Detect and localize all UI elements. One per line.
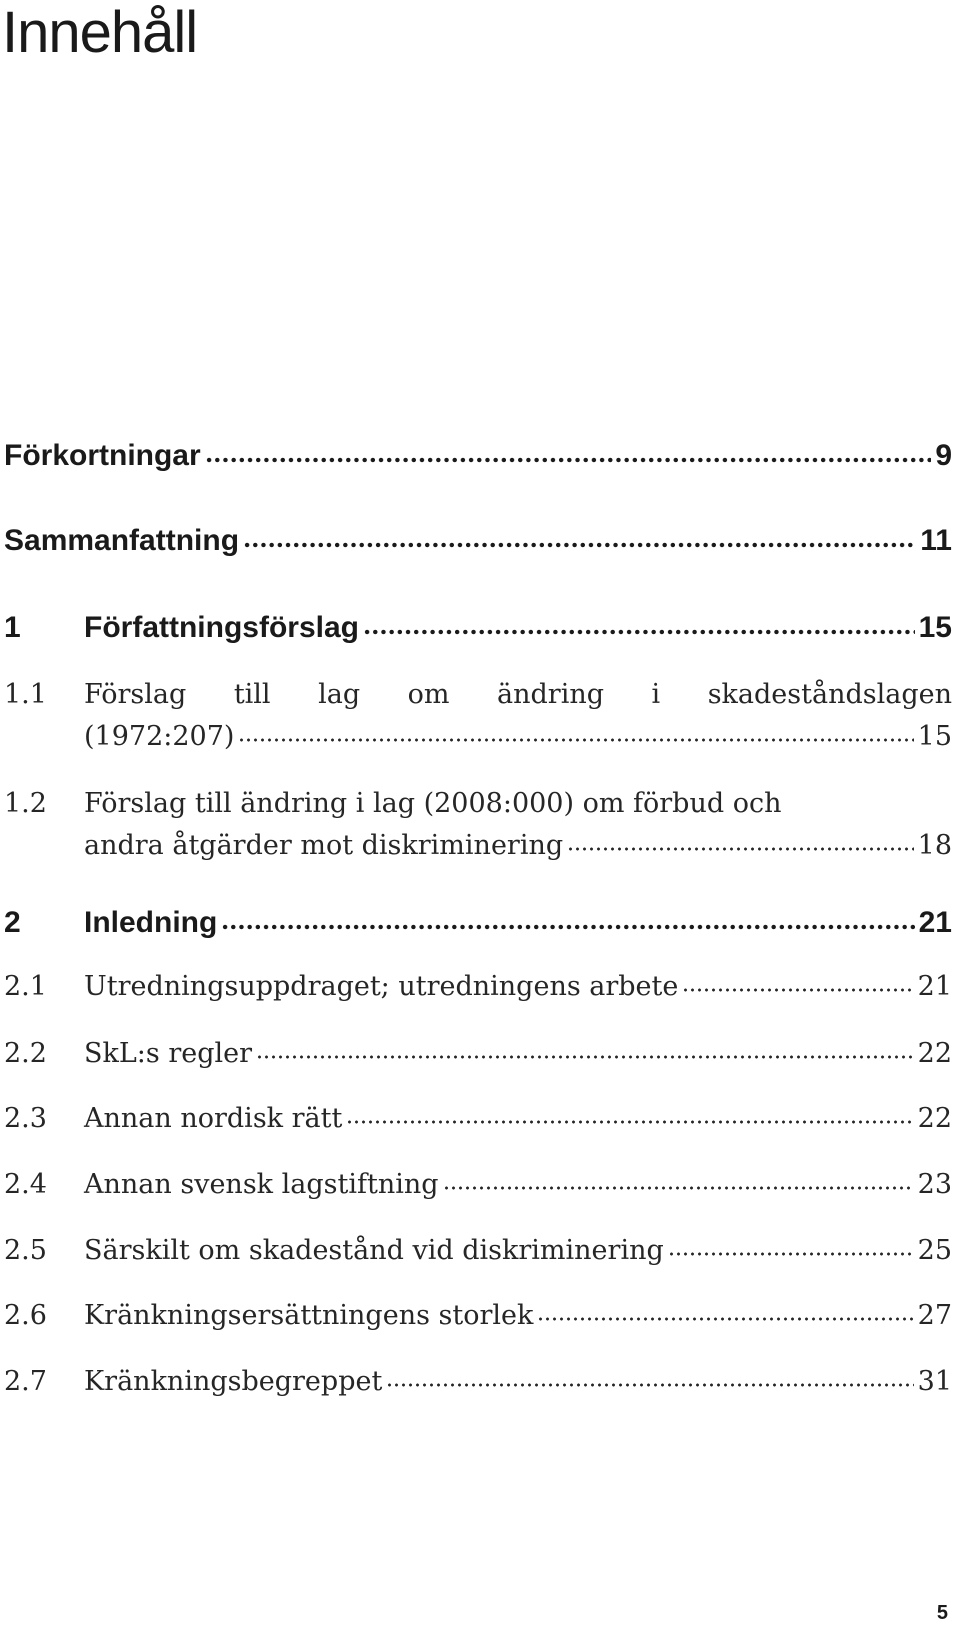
toc-entry-2-2[interactable]	[4, 1034, 952, 1074]
dot-leader	[567, 846, 914, 852]
toc-entry-number: 2.7	[4, 1366, 47, 1397]
title-word: ändring	[497, 679, 605, 710]
toc-entry-page: 15	[917, 721, 952, 752]
toc-entry-number: 2.2	[4, 1038, 47, 1069]
toc-entry-title: Särskilt om skadestånd vid diskriminering	[84, 1235, 664, 1266]
toc-entry-title: Inledning	[84, 906, 218, 939]
dot-leader	[346, 1119, 913, 1125]
toc-entry-page: 21	[918, 906, 952, 939]
toc-entry-title: SkL:s regler	[84, 1038, 253, 1069]
toc-entry-number: 2	[4, 906, 21, 939]
toc-entry-page: 18	[917, 830, 952, 861]
toc-entry-2-5[interactable]	[4, 1231, 952, 1271]
page-number: 5	[936, 1602, 948, 1624]
toc-entry-page: 22	[917, 1038, 952, 1069]
toc-entry-page: 23	[917, 1169, 952, 1200]
toc-entry-title-line2: (1972:207)	[84, 721, 235, 752]
toc-entry-number: 2.5	[4, 1235, 47, 1266]
toc-entry-sammanfattning[interactable]	[4, 521, 952, 561]
dot-leader	[682, 987, 913, 993]
dot-leader	[221, 924, 914, 930]
title-word: till	[233, 679, 271, 710]
dot-leader	[238, 737, 913, 743]
dot-leader	[668, 1251, 914, 1257]
toc-entry-2-4[interactable]	[4, 1165, 952, 1205]
dot-leader	[256, 1054, 914, 1060]
toc-entry-number: 1.1	[4, 679, 47, 710]
toc-entry-number: 2.3	[4, 1103, 47, 1134]
dot-leader	[386, 1382, 913, 1388]
toc-entry-number: 1.2	[4, 788, 47, 819]
toc-entry-2-1[interactable]	[4, 967, 952, 1007]
toc-entry-1-2-line2[interactable]	[84, 826, 952, 866]
toc-entry-page: 9	[935, 439, 952, 472]
toc-entry-title-line2: andra åtgärder mot diskriminering	[84, 830, 564, 861]
toc-entry-title: Sammanfattning	[4, 524, 240, 557]
dot-leader	[205, 457, 932, 463]
toc-entry-forkortningar[interactable]	[4, 436, 952, 476]
toc-entry-2-6[interactable]	[4, 1296, 952, 1336]
dot-leader	[363, 629, 915, 635]
toc-entry-page: 11	[920, 524, 952, 557]
toc-entry-1-1-line2[interactable]	[84, 717, 952, 757]
toc-entry-1-1-line1[interactable]	[4, 675, 952, 715]
toc-entry-number: 2.6	[4, 1300, 47, 1331]
title-word: lag	[318, 679, 361, 710]
dot-leader	[443, 1185, 914, 1191]
toc-entry-number: 1	[4, 611, 21, 644]
toc-entry-forfattningsforslag[interactable]	[4, 608, 952, 648]
toc-entry-1-2-line1[interactable]	[4, 784, 952, 824]
toc-entry-page: 21	[917, 971, 952, 1002]
toc-entry-title: Annan nordisk rätt	[84, 1103, 343, 1134]
toc-entry-title: Förkortningar	[4, 439, 201, 472]
page-title: Innehåll	[2, 0, 198, 65]
toc-entry-title: Annan svensk lagstiftning	[84, 1169, 439, 1200]
dot-leader	[243, 542, 916, 548]
toc-entry-2-3[interactable]	[4, 1099, 952, 1139]
title-word: Förslag	[84, 679, 187, 710]
title-word: skadeståndslagen	[707, 679, 952, 710]
toc-entry-page: 15	[918, 611, 952, 644]
toc-entry-number: 2.1	[4, 971, 47, 1002]
toc-entry-page: 25	[917, 1235, 952, 1266]
toc-entry-title-line1: Förslag till ändring i lag (2008:000) om förbud och	[84, 788, 782, 819]
toc-entry-2-7[interactable]	[4, 1362, 952, 1402]
title-word: i	[651, 679, 661, 710]
toc-entry-inledning[interactable]	[4, 903, 952, 943]
toc-entry-page: 27	[917, 1300, 952, 1331]
toc-entry-title: Utredningsuppdraget; utredningens arbete	[84, 971, 679, 1002]
toc-entry-title-line1	[84, 675, 952, 715]
toc-entry-title: Författningsförslag	[84, 611, 359, 644]
toc-entry-page: 22	[917, 1103, 952, 1134]
toc-entry-title: Kränkningsersättningens storlek	[84, 1300, 534, 1331]
toc-entry-number: 2.4	[4, 1169, 47, 1200]
dot-leader	[537, 1316, 913, 1322]
title-word: om	[407, 679, 450, 710]
toc-entry-title: Kränkningsbegreppet	[84, 1366, 383, 1397]
toc-entry-page: 31	[917, 1366, 952, 1397]
